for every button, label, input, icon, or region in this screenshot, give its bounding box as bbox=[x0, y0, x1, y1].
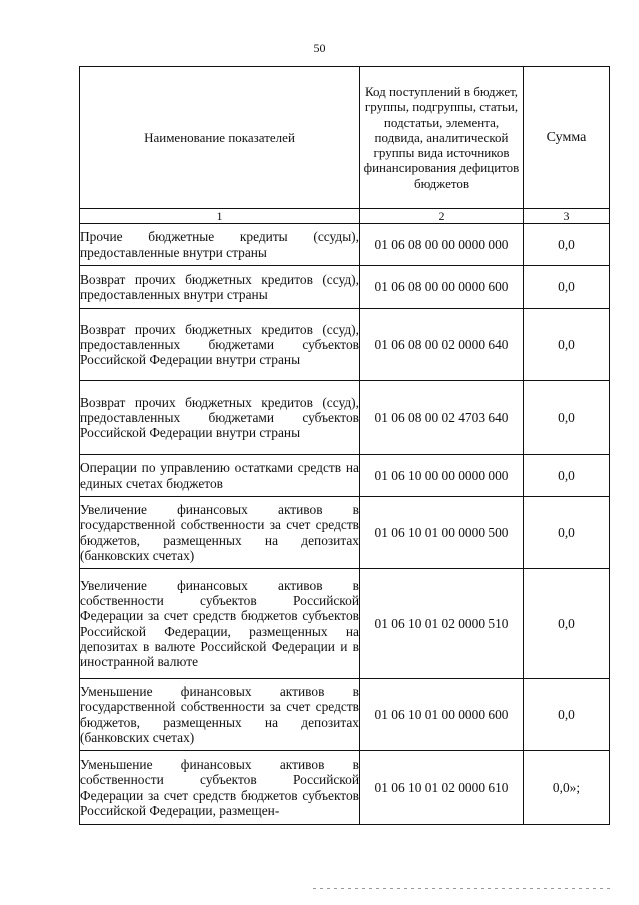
row-name: Уменьшение финансовых активов в государственной собственности за счет средств бюджетов, размещенных на депозитах (банковских счетах) bbox=[80, 679, 360, 751]
column-number-1: 1 bbox=[80, 209, 360, 224]
row-sum: 0,0 bbox=[524, 224, 610, 266]
row-code: 01 06 10 01 00 0000 600 bbox=[360, 679, 524, 751]
row-sum: 0,0 bbox=[524, 381, 610, 455]
row-code: 01 06 10 01 02 0000 610 bbox=[360, 751, 524, 825]
row-name: Увеличение финансовых активов в собственности субъектов Российской Федерации за счет средств бюджетов субъектов Российской Федерации, размещенных на депозитах в валюте Российской Федерации и в иностранной валюте bbox=[80, 569, 360, 679]
column-number-2: 2 bbox=[360, 209, 524, 224]
row-sum: 0,0 bbox=[524, 497, 610, 569]
row-code: 01 06 08 00 00 0000 600 bbox=[360, 266, 524, 309]
row-sum: 0,0 bbox=[524, 309, 610, 381]
table-row bbox=[80, 679, 610, 751]
row-sum: 0,0 bbox=[524, 266, 610, 309]
row-sum: 0,0 bbox=[524, 569, 610, 679]
row-sum: 0,0»; bbox=[524, 751, 610, 825]
column-number-row bbox=[80, 209, 610, 224]
row-name: Прочие бюджетные кредиты (ссуды), предоставленные внутри страны bbox=[80, 224, 360, 266]
table-row bbox=[80, 224, 610, 266]
header-code: Код поступлений в бюджет, группы, подгруппы, статьи, подстатьи, элемента, подвида, аналитической группы вида источников финансирования дефицитов бюджетов bbox=[360, 67, 524, 209]
row-code: 01 06 10 00 00 0000 000 bbox=[360, 455, 524, 497]
table-row bbox=[80, 309, 610, 381]
table-row bbox=[80, 569, 610, 679]
row-name: Возврат прочих бюджетных кредитов (ссуд), предоставленных бюджетами субъектов Российской Федерации внутри страны bbox=[80, 309, 360, 381]
sources-financing-table bbox=[79, 66, 610, 825]
row-code: 01 06 08 00 02 4703 640 bbox=[360, 381, 524, 455]
row-name: Увеличение финансовых активов в государственной собственности за счет средств бюджетов, размещенных на депозитах (банковских счетах) bbox=[80, 497, 360, 569]
row-name: Операции по управлению остатками средств на единых счетах бюджетов bbox=[80, 455, 360, 497]
row-code: 01 06 10 01 00 0000 500 bbox=[360, 497, 524, 569]
row-code: 01 06 08 00 02 0000 640 bbox=[360, 309, 524, 381]
scan-artifact-line bbox=[313, 888, 613, 889]
table-row bbox=[80, 497, 610, 569]
table-row bbox=[80, 381, 610, 455]
column-number-3: 3 bbox=[524, 209, 610, 224]
header-name: Наименование показателей bbox=[80, 67, 360, 209]
header-sum: Сумма bbox=[524, 67, 610, 209]
row-name: Возврат прочих бюджетных кредитов (ссуд), предоставленных бюджетами субъектов Российской Федерации внутри страны bbox=[80, 381, 360, 455]
row-name: Уменьшение финансовых активов в собственности субъектов Российской Федерации за счет средств бюджетов субъектов Российской Федерации, размещен- bbox=[80, 751, 360, 825]
row-name: Возврат прочих бюджетных кредитов (ссуд), предоставленных внутри страны bbox=[80, 266, 360, 309]
row-sum: 0,0 bbox=[524, 679, 610, 751]
table-header-row bbox=[80, 67, 610, 209]
row-code: 01 06 08 00 00 0000 000 bbox=[360, 224, 524, 266]
table-row bbox=[80, 266, 610, 309]
row-code: 01 06 10 01 02 0000 510 bbox=[360, 569, 524, 679]
table-row bbox=[80, 751, 610, 825]
row-sum: 0,0 bbox=[524, 455, 610, 497]
table-row bbox=[80, 455, 610, 497]
page-number: 50 bbox=[313, 41, 326, 55]
